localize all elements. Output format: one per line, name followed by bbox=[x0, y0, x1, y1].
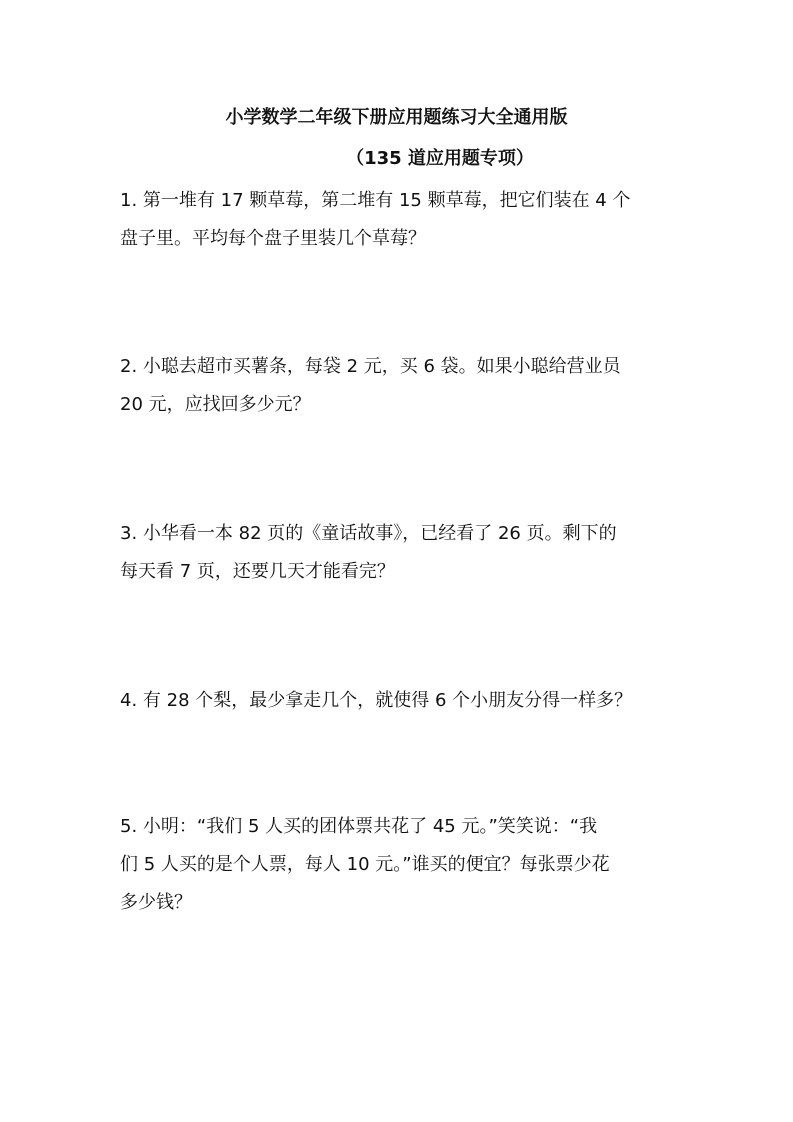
problem-3 bbox=[120, 515, 680, 591]
problem-5-line-1: 5. 小明：“我们 5 人买的团体票共花了 45 元。”笑笑说：“我 bbox=[120, 816, 598, 837]
problem-1-line-1: 1. 第一堆有 17 颗草莓，第二堆有 15 颗草莓，把它们装在 4 个 bbox=[120, 190, 631, 211]
problem-2-line-2: 20 元，应找回多少元？ bbox=[120, 394, 311, 415]
problem-4 bbox=[120, 682, 680, 720]
problem-3-line-1: 3. 小华看一本 82 页的《童话故事》，已经看了 26 页。剩下的 bbox=[120, 523, 617, 544]
problem-3-line-2: 每天看 7 页，还要几天才能看完？ bbox=[120, 561, 395, 582]
problem-5 bbox=[120, 808, 680, 922]
problem-2 bbox=[120, 348, 680, 424]
problem-1-line-2: 盘子里。平均每个盘子里装几个草莓？ bbox=[120, 228, 426, 249]
problem-1 bbox=[120, 182, 680, 258]
page-title: 小学数学二年级下册应用题练习大全通用版 bbox=[225, 107, 568, 128]
problem-5-line-2: 们 5 人买的是个人票，每人 10 元。”谁买的便宜？每张票少花 bbox=[120, 854, 610, 875]
problem-2-line-1: 2. 小聪去超市买薯条，每袋 2 元，买 6 袋。如果小聪给营业员 bbox=[120, 356, 621, 377]
problem-4-line-1: 4. 有 28 个梨，最少拿走几个，就使得 6 个小朋友分得一样多？ bbox=[120, 690, 633, 711]
problem-5-line-3: 多少钱？ bbox=[120, 892, 192, 913]
page-subtitle: （135 道应用题专项） bbox=[346, 148, 534, 169]
